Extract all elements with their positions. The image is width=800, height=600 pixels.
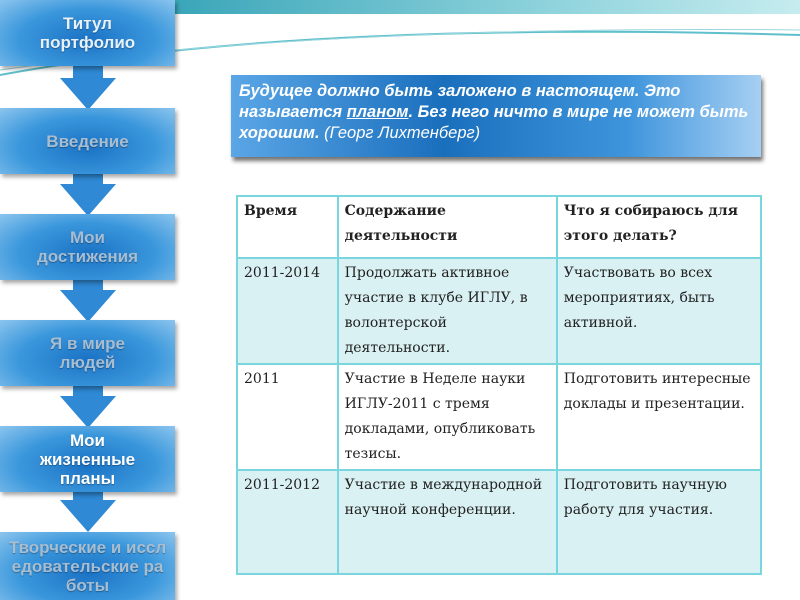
- cell-time: 2011-2012: [237, 470, 338, 574]
- cell-time: 2011-2014: [237, 258, 338, 364]
- quote-author: (Георг Лихтенберг): [319, 124, 481, 142]
- nav-label: Мои жизненные планы: [39, 430, 136, 488]
- header-activity: Содержание деятельности: [338, 196, 557, 258]
- flow-arrow: [60, 396, 116, 428]
- cell-actions: Подготовить научную работу для участия.: [557, 470, 761, 574]
- flow-arrow: [60, 78, 116, 110]
- cell-activity: Участие в международной научной конференции.: [338, 470, 557, 574]
- cell-activity: Продолжать активное участие в клубе ИГЛУ, в волонтерской деятельности.: [338, 258, 557, 364]
- cell-actions: Подготовить интересные доклады и презентации.: [557, 364, 761, 470]
- nav-label: Я в мире людей: [50, 334, 125, 372]
- cell-activity: Участие в Неделе науки ИГЛУ-2011 с тремя докладами, опубликовать тезисы.: [338, 364, 557, 470]
- nav-me-among-people[interactable]: [0, 320, 175, 386]
- cell-actions: Участвовать во всех мероприятиях, быть активной.: [557, 258, 761, 364]
- plans-table: [236, 195, 762, 575]
- table-row: [237, 258, 761, 364]
- nav-label: Титул портфолио: [39, 14, 136, 52]
- nav-title-portfolio[interactable]: [0, 0, 175, 66]
- table-row: [237, 470, 761, 574]
- nav-life-plans[interactable]: [0, 426, 175, 492]
- header-time: Время: [237, 196, 338, 258]
- quote-text: . Без него ничто в мире не может быть хорошим.: [239, 103, 749, 142]
- nav-creative-works[interactable]: [0, 532, 175, 600]
- flow-arrow: [60, 500, 116, 532]
- flow-arrow: [60, 290, 116, 322]
- quote-text: Будущее должно быть заложено в настоящем. Это называется: [239, 82, 681, 121]
- nav-achievements[interactable]: [0, 214, 175, 280]
- nav-label: Введение: [46, 131, 129, 151]
- table-header-row: [237, 196, 761, 258]
- header-actions: Что я собираюсь для этого делать?: [557, 196, 761, 258]
- nav-label: Творческие и исследовательские работы: [8, 537, 167, 595]
- quote-underlined: планом: [346, 103, 409, 121]
- nav-introduction[interactable]: [0, 108, 175, 174]
- nav-label: Мои достижения: [36, 228, 139, 266]
- table-row: [237, 364, 761, 470]
- cell-time: 2011: [237, 364, 338, 470]
- quote-box: [231, 75, 761, 157]
- flow-arrow: [60, 184, 116, 216]
